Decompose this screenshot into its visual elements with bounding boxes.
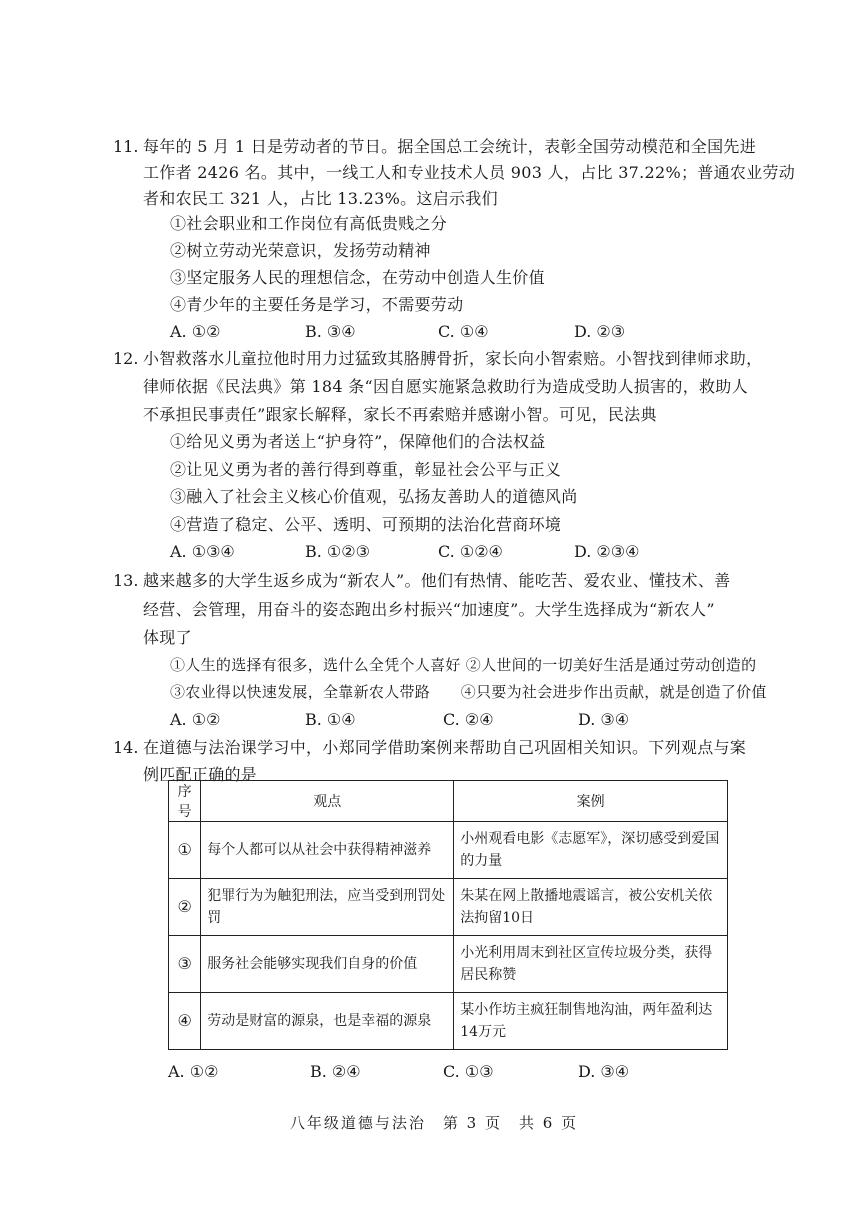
table-row	[169, 936, 728, 993]
row-case: 某小作坊主疯狂制售地沟油，两年盈利达14万元	[454, 993, 728, 1050]
case-table	[168, 780, 728, 1050]
statement-item: ②树立劳动光荣意识，发扬劳动精神	[170, 241, 431, 260]
question-text: 例匹配正确的是	[143, 765, 258, 784]
row-case: 小光利用周末到社区宣传垃圾分类，获得居民称赞	[454, 936, 728, 993]
answer-option-d: D. ③④	[578, 710, 630, 729]
statement-item: ④青少年的主要任务是学习，不需要劳动	[170, 295, 464, 314]
answer-option-b: B. ②④	[310, 1062, 361, 1081]
answer-option-c: C. ①④	[438, 322, 489, 341]
statement-item: ①人生的选择有很多，选什么全凭个人喜好 ②人世间的一切美好生活是通过劳动创造的	[170, 656, 757, 674]
answer-option-a: A. ①②	[168, 1062, 219, 1081]
answer-option-d: D. ②③	[574, 322, 626, 341]
answer-option-b: B. ①④	[305, 710, 356, 729]
question-text: 工作者 2426 名。其中，一线工人和专业技术人员 903 人，占比 37.22%；普通农业劳动	[143, 163, 796, 182]
row-viewpoint: 犯罪行为为触犯刑法，应当受到刑罚处罚	[201, 879, 454, 936]
question-text: 每年的 5 月 1 日是劳动者的节日。据全国总工会统计，表彰全国劳动模范和全国先进	[143, 137, 757, 156]
answer-option-d: D. ②③④	[574, 542, 640, 561]
row-case: 朱某在网上散播地震谣言，被公安机关依法拘留10日	[454, 879, 728, 936]
table-row	[169, 879, 728, 936]
statement-item: ③农业得以快速发展，全靠新农人带路 ④只要为社会进步作出贡献，就是创造了价值	[170, 683, 767, 701]
statement-item: ②让见义勇为者的善行得到尊重，彰显社会公平与正义	[170, 460, 562, 479]
answer-option-b: B. ①②③	[305, 542, 370, 561]
row-case: 小州观看电影《志愿军》，深切感受到爱国的力量	[454, 822, 728, 879]
question-number: 12.	[113, 349, 139, 368]
answer-option-c: C. ①③	[443, 1062, 494, 1081]
statement-item: ③坚定服务人民的理想信念，在劳动中创造人生价值	[170, 268, 545, 287]
statement-item: ①社会职业和工作岗位有高低贵贱之分	[170, 214, 448, 233]
question-number: 14.	[113, 738, 139, 757]
question-text: 体现了	[143, 628, 192, 647]
question-number: 11.	[113, 137, 139, 156]
row-viewpoint: 服务社会能够实现我们自身的价值	[201, 936, 454, 993]
answer-option-c: C. ①②④	[438, 542, 503, 561]
statement-item: ③融入了社会主义核心价值观，弘扬友善助人的道德风尚	[170, 487, 578, 506]
question-text: 在道德与法治课学习中，小郑同学借助案例来帮助自己巩固相关知识。下列观点与案	[143, 738, 747, 757]
question-text: 不承担民事责任”跟家长解释，家长不再索赔并感谢小智。可见，民法典	[143, 405, 657, 424]
answer-option-a: A. ①②	[170, 710, 221, 729]
answer-option-b: B. ③④	[305, 322, 356, 341]
answer-option-c: C. ②④	[443, 710, 494, 729]
answer-option-d: D. ③④	[578, 1062, 630, 1081]
row-number: ②	[169, 879, 201, 936]
question-text: 越来越多的大学生返乡成为“新农人”。他们有热情、能吃苦、爱农业、懂技术、善	[143, 571, 731, 590]
question-number: 13.	[113, 571, 139, 590]
row-viewpoint: 每个人都可以从社会中获得精神滋养	[201, 822, 454, 879]
statement-item: ④营造了稳定、公平、透明、可预期的法治化营商环境	[170, 515, 562, 534]
answer-option-a: A. ①③④	[170, 542, 235, 561]
row-viewpoint: 劳动是财富的源泉，也是幸福的源泉	[201, 993, 454, 1050]
header-viewpoint: 观点	[201, 781, 454, 822]
header-number: 序号	[169, 781, 201, 822]
answer-option-a: A. ①②	[170, 322, 221, 341]
row-number: ①	[169, 822, 201, 879]
table-header-row	[169, 781, 728, 822]
page-footer: 八年级道德与法治 第 3 页 共 6 页	[289, 1114, 579, 1132]
row-number: ④	[169, 993, 201, 1050]
question-text: 经营、会管理，用奋斗的姿态跑出乡村振兴“加速度”。大学生选择成为“新农人”	[143, 600, 715, 619]
header-case: 案例	[454, 781, 728, 822]
question-text: 者和农民工 321 人，占比 13.23%。这启示我们	[143, 189, 498, 208]
question-text: 小智救落水儿童拉他时用力过猛致其胳膊骨折，家长向小智索赔。小智找到律师求助，	[143, 349, 763, 368]
statement-item: ①给见义勇为者送上“护身符”，保障他们的合法权益	[170, 432, 546, 451]
question-text: 律师依据《民法典》第 184 条“因自愿实施紧急救助行为造成受助人损害的，救助人	[143, 377, 748, 396]
table-row	[169, 822, 728, 879]
table-row	[169, 993, 728, 1050]
row-number: ③	[169, 936, 201, 993]
